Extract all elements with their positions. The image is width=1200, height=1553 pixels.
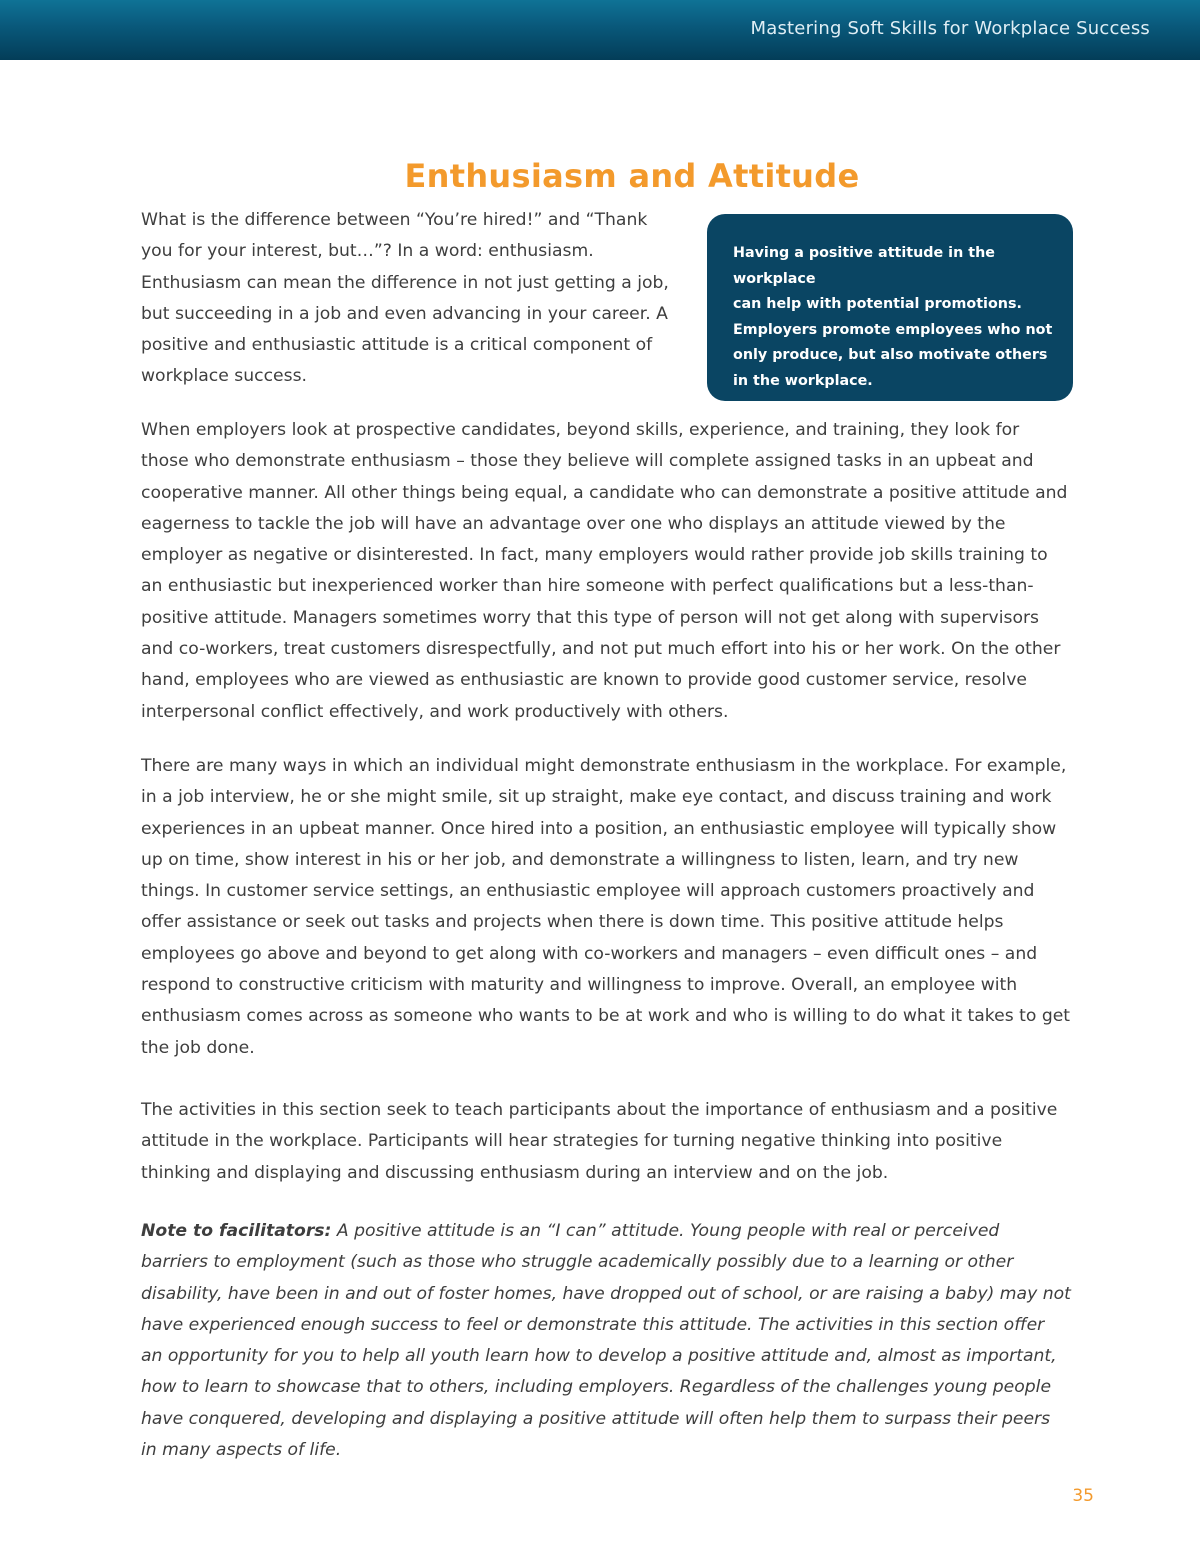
note-label: Note to facilitators: (141, 1221, 332, 1241)
page-number: 35 (1072, 1486, 1094, 1506)
body-paragraph: When employers look at prospective candidates, beyond skills, experience, and training, they look for those who demonstrate enthusiasm – those they believe will complete assigned tasks in an upbeat and cooperative manner. All other things being equal, a candidate who can demonstrate a positive attitude and eagerness to tackle the job will have an advantage over one who displays an attitude viewed by the employer as negative or disinterested. In fact, many employers would rather provide job skills training to an enthusiastic but inexperienced worker than hire someone with perfect qualifications but a less-than-positive attitude. Managers sometimes worry that this type of person will not get along with supervisors and co-workers, treat customers disrespectfully, and not put much effort into his or her work. On the other hand, employees who are viewed as enthusiastic are known to provide good customer service, resolve interpersonal conflict effectively, and work productively with others. (141, 420, 1068, 722)
header-bar (0, 0, 1200, 60)
header-title: Mastering Soft Skills for Workplace Success (750, 18, 1150, 39)
callout-box (707, 214, 1073, 401)
page-title: Enthusiasm and Attitude (404, 157, 860, 196)
note-text: A positive attitude is an “I can” attitude. Young people with real or perceived barriers to employment (such as those who struggle academically possibly due to a learning or other disability, have been in and out of foster homes, have dropped out of school, or are raising a baby) may not have experienced enough success to feel or demonstrate this attitude. The activities in this section offer an opportunity for you to help all youth learn how to develop a positive attitude and, almost as important, how to learn to showcase that to others, including employers. Regardless of the challenges young people have conquered, developing and displaying a positive attitude will often help them to surpass their peers in many aspects of life. (141, 1221, 1071, 1461)
facilitator-note (141, 1216, 1071, 1466)
callout-text: Having a positive attitude in the workplace can help with potential promotions. Employers promote employees who not only produce, but also motivate others in the workplace. (733, 245, 1053, 389)
body-paragraph: There are many ways in which an individual might demonstrate enthusiasm in the workplace. For example, in a job interview, he or she might smile, sit up straight, make eye contact, and discuss training and work experiences in an upbeat manner. Once hired into a position, an enthusiastic employee will typically show up on time, show interest in his or her job, and demonstrate a willingness to listen, learn, and try new things. In customer service settings, an enthusiastic employee will approach customers proactively and offer assistance or seek out tasks and projects when there is down time. This positive attitude helps employees go above and beyond to get along with co-workers and managers – even difficult ones – and respond to constructive criticism with maturity and willingness to improve. Overall, an employee with enthusiasm comes across as someone who wants to be at work and who is willing to do what it takes to get the job done. (141, 756, 1071, 1058)
body-paragraph: The activities in this section seek to teach participants about the importance of enthusiasm and a positive attitude in the workplace. Participants will hear strategies for turning negative thinking into positive thinking and displaying and discussing enthusiasm during an interview and on the job. (141, 1100, 1058, 1183)
intro-paragraph: What is the difference between “You’re hired!” and “Thank you for your interest, but…”? In a word: enthusiasm. Enthusiasm can mean the difference in not just getting a job, but succeeding in a job and even advancing in your career. A positive and enthusiastic attitude is a critical component of workplace success. (141, 210, 669, 387)
